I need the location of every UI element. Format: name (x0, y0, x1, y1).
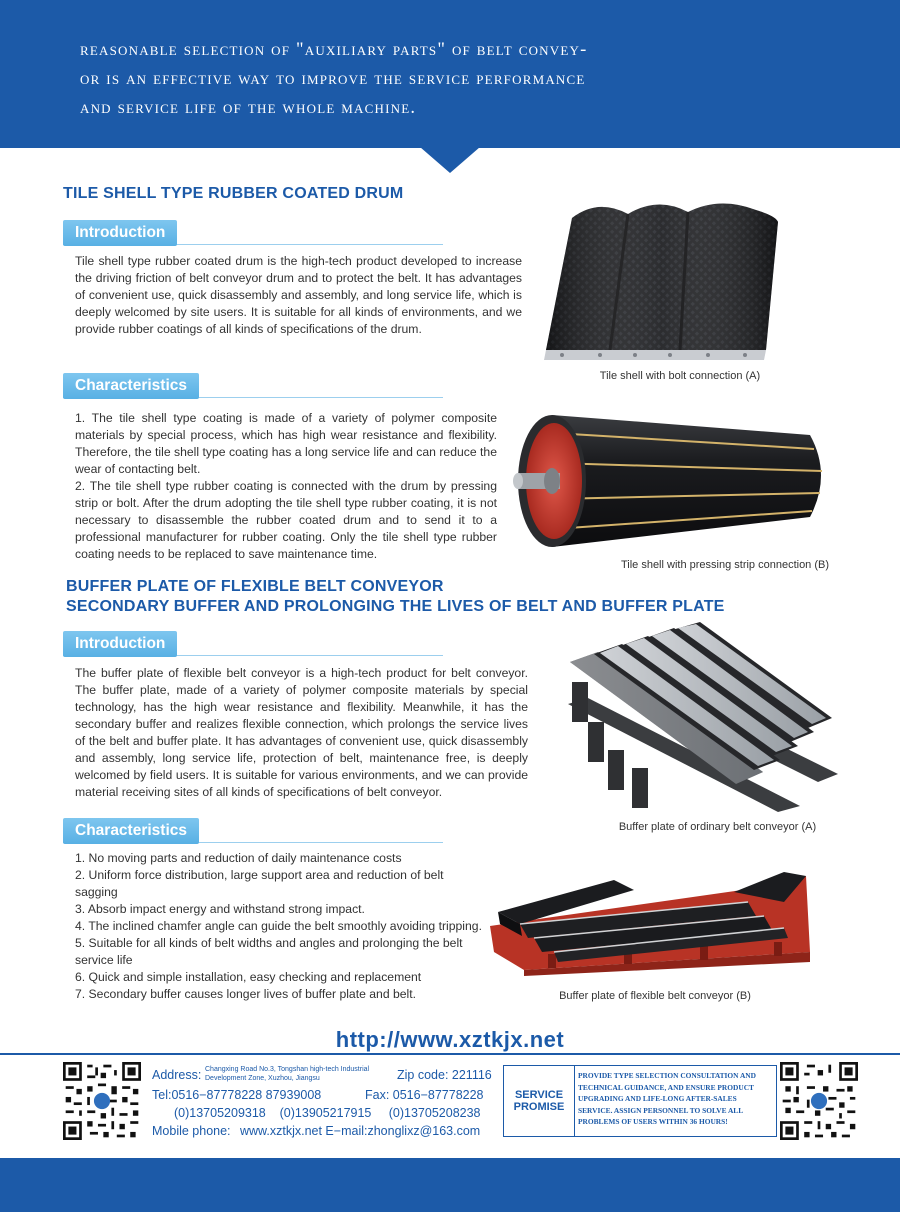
list-item: 5. Suitable for all kinds of belt widths and angles and prolonging the belt service life (75, 936, 463, 967)
header-line-2: or is an effective way to improve the service performance (80, 69, 586, 89)
qr-code-right (780, 1062, 858, 1140)
footer-divider (0, 1053, 900, 1055)
service-promise-label (504, 1066, 574, 1136)
image-caption: Tile shell with pressing strip connection (B) (620, 559, 830, 571)
section1-characteristics-list (75, 410, 497, 563)
list-item: 2. The tile shell type rubber coating is connected with the drum by pressing strip or bolt. After the drum adopting the tile shell type rubber coating, it is not necessary to disassemble the rubber coated drum and to send it to a professional manufacturer for rubber coating. Only the tile shell type rubber coating needs to be replaced to save maintenance time. (75, 479, 497, 561)
address-line-1: Changxing Road No.3, Tongshan high-tech Industrial (205, 1066, 370, 1073)
list-item: 1. No moving parts and reduction of daily maintenance costs (75, 851, 402, 865)
section2-characteristics-heading: Characteristics (63, 818, 199, 844)
list-item: 1. The tile shell type coating is made of a variety of polymer composite materials by special process, which has high wear resistance and flexibility. Therefore, the tile shell type coating has a long service life and can reduce the wear of contacting belt. (75, 411, 497, 476)
header-slogan (80, 36, 840, 123)
image-caption: Tile shell with bolt connection (A) (599, 370, 761, 382)
section2-intro-heading: Introduction (63, 631, 177, 657)
service-label-2: PROMISE (513, 1101, 565, 1113)
header-arrow (420, 147, 480, 173)
section1-intro-text: Tile shell type rubber coated drum is the high-tech product developed to increase the driving friction of belt conveyor drum and to protect the belt. It has advantages of convenient use, quick disassembly and assembly, and long service life, which is deeply welcomed by site users. It is suitable for all kinds of environments, and we provide rubber coatings of all kinds of specifications of the drum. (75, 254, 522, 336)
image-caption: Buffer plate of flexible belt conveyor (B) (559, 990, 751, 1002)
fax: Fax: 0516−87778228 (365, 1088, 484, 1102)
qr-code-left (63, 1062, 141, 1140)
section2-title-line1: BUFFER PLATE OF FLEXIBLE BELT CONVEYOR (66, 578, 444, 595)
list-item: 7. Secondary buffer causes longer lives of buffer plate and belt. (75, 987, 417, 1001)
divider (574, 1066, 575, 1136)
service-promise-box (503, 1065, 777, 1137)
header-line-1: reasonable selection of "auxiliary parts" of belt convey- (80, 40, 588, 60)
buffer-plate-ordinary-image (548, 622, 848, 817)
tile-shell-bolt-image (540, 200, 790, 365)
telephone: Tel:0516−87778228 87939008 (152, 1088, 322, 1102)
web-email[interactable]: www.xztkjx.net E−mail:zhonglixz@163.com (240, 1124, 481, 1138)
address-line-2: Development Zone, Xuzhou, Jiangsu (205, 1075, 320, 1082)
zip-code: Zip code: 221116 (397, 1068, 492, 1082)
list-item: 2. Uniform force distribution, large support area and reduction of belt sagging (75, 868, 444, 899)
header-line-3: and service life of the whole machine. (80, 98, 417, 118)
buffer-plate-flexible-image (484, 862, 814, 977)
image-caption: Buffer plate of ordinary belt conveyor (A) (618, 821, 817, 833)
section1-characteristics-heading: Characteristics (63, 373, 199, 399)
tile-shell-pressing-strip-image (510, 405, 840, 555)
mobile-numbers: (0)13705209318 (0)13905217915 (0)13705208238 (174, 1106, 481, 1120)
section2-intro-text: The buffer plate of flexible belt conveyor is a high-tech product for belt conveyor. The buffer plate, made of a variety of polymer composite materials by special technology, has the high wear resistance and flexibility. Meanwhile, it has the secondary buffer and realizes flexible connection, which prolongs the service lives of the belt and buffer plate. It has advantages of convenient use, quick disassembly and assembly, long service life, protection of belt, maintenance free, is deeply welcomed by field users. It is suitable for various environments, and we can provide material receiving sites of all kinds of specifications of belt conveyor. (75, 666, 528, 799)
section1-intro-heading: Introduction (63, 220, 177, 246)
footer-band (0, 1158, 900, 1212)
list-item: 6. Quick and simple installation, easy checking and replacement (75, 970, 422, 984)
section2-characteristics-list (75, 850, 485, 1003)
list-item: 4. The inclined chamfer angle can guide the belt smoothly avoiding tripping. (75, 919, 482, 933)
address-label: Address: (152, 1068, 202, 1082)
address-text (205, 1065, 400, 1083)
section2-title-line2: SECONDARY BUFFER AND PROLONGING THE LIVES OF BELT AND BUFFER PLATE (66, 598, 725, 615)
service-promise-text: PROVIDE TYPE SELECTION CONSULTATION AND TECHNICAL GUIDANCE, AND ENSURE PRODUCT UPGRADING AND LIFE-LONG AFTER-SALES SERVICE. ASSIGN PERSONNEL TO SOLVE ALL PROBLEMS OF USERS WITHIN 36 HOURS! (578, 1071, 756, 1126)
mobile-label: Mobile phone: (152, 1124, 231, 1138)
section1-title: TILE SHELL TYPE RUBBER COATED DRUM (63, 185, 404, 202)
list-item: 3. Absorb impact energy and withstand strong impact. (75, 902, 365, 916)
website-url[interactable]: http://www.xztkjx.net (335, 1027, 565, 1052)
service-label-1: SERVICE (514, 1089, 564, 1101)
